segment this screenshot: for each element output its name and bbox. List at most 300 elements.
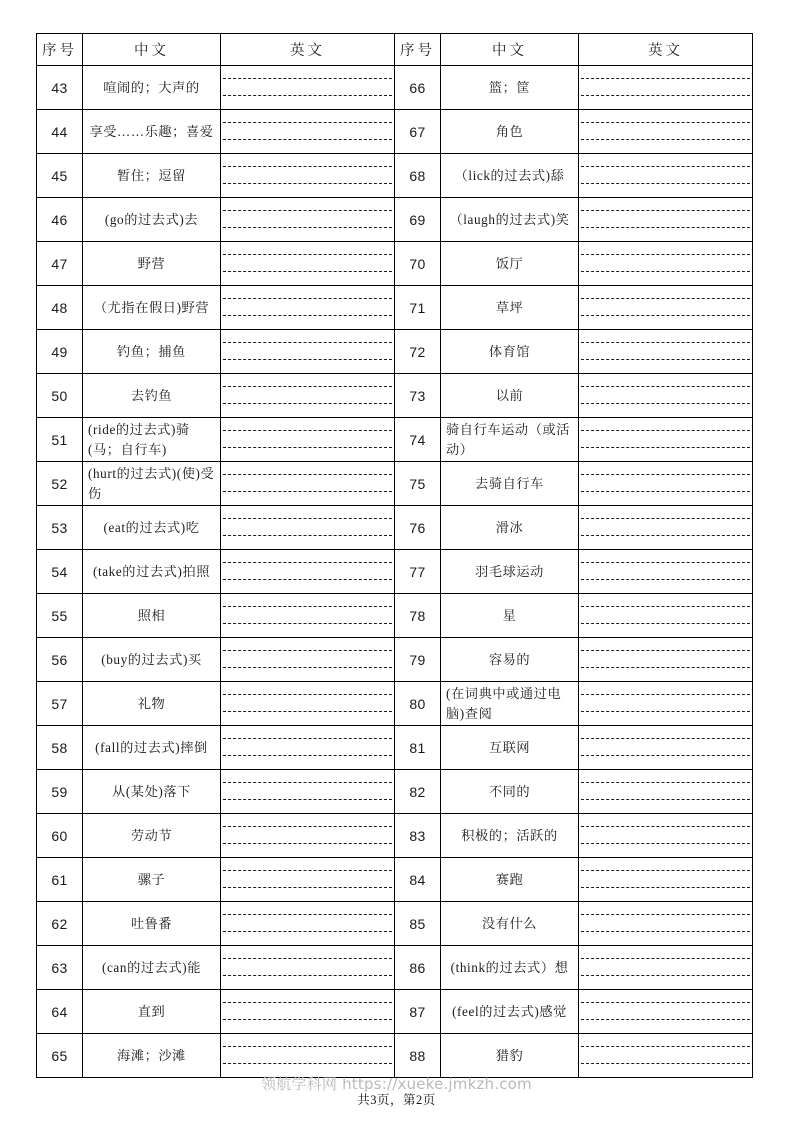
writing-guide-lines [223, 990, 392, 1033]
guide-line-lower [223, 931, 392, 932]
row-number-right: 72 [395, 330, 441, 374]
english-answer-blank-right[interactable] [579, 462, 753, 506]
chinese-meaning-left: 从(某处)落下 [83, 770, 221, 814]
table-row [37, 506, 753, 550]
english-answer-blank-right[interactable] [579, 858, 753, 902]
writing-guide-lines [581, 638, 750, 681]
english-answer-blank-left[interactable] [221, 990, 395, 1034]
row-number-right: 76 [395, 506, 441, 550]
header-en-left: 英文 [221, 34, 395, 66]
guide-line-lower [581, 623, 750, 624]
english-answer-blank-left[interactable] [221, 902, 395, 946]
table-row [37, 946, 753, 990]
row-number-left: 51 [37, 418, 83, 462]
row-number-right: 84 [395, 858, 441, 902]
guide-line-upper [581, 914, 750, 915]
row-number-left: 47 [37, 242, 83, 286]
row-number-left: 55 [37, 594, 83, 638]
table-row [37, 330, 753, 374]
header-num-left: 序号 [37, 34, 83, 66]
english-answer-blank-left[interactable] [221, 462, 395, 506]
row-number-right: 66 [395, 66, 441, 110]
guide-line-lower [223, 271, 392, 272]
row-number-right: 85 [395, 902, 441, 946]
guide-line-upper [581, 342, 750, 343]
guide-line-lower [581, 843, 750, 844]
writing-guide-lines [581, 550, 750, 593]
writing-guide-lines [223, 638, 392, 681]
english-answer-blank-left[interactable] [221, 286, 395, 330]
table-row [37, 814, 753, 858]
guide-line-upper [223, 826, 392, 827]
chinese-meaning-right: （lick的过去式)舔 [441, 154, 579, 198]
guide-line-lower [223, 623, 392, 624]
row-number-left: 54 [37, 550, 83, 594]
row-number-left: 58 [37, 726, 83, 770]
row-number-left: 63 [37, 946, 83, 990]
table-row [37, 154, 753, 198]
english-answer-blank-left[interactable] [221, 506, 395, 550]
guide-line-upper [223, 430, 392, 431]
chinese-meaning-left: (can的过去式)能 [83, 946, 221, 990]
guide-line-lower [223, 315, 392, 316]
guide-line-upper [581, 650, 750, 651]
chinese-meaning-left: （尤指在假日)野营 [83, 286, 221, 330]
english-answer-blank-left[interactable] [221, 154, 395, 198]
row-number-left: 65 [37, 1034, 83, 1078]
writing-guide-lines [223, 286, 392, 329]
row-number-left: 60 [37, 814, 83, 858]
row-number-left: 62 [37, 902, 83, 946]
guide-line-lower [223, 183, 392, 184]
chinese-meaning-right: 羽毛球运动 [441, 550, 579, 594]
guide-line-lower [223, 403, 392, 404]
chinese-meaning-left: 劳动节 [83, 814, 221, 858]
row-number-right: 71 [395, 286, 441, 330]
chinese-meaning-left: 暂住；逗留 [83, 154, 221, 198]
english-answer-blank-right[interactable] [579, 330, 753, 374]
guide-line-upper [223, 166, 392, 167]
chinese-meaning-right: 体育馆 [441, 330, 579, 374]
guide-line-lower [223, 139, 392, 140]
guide-line-upper [223, 78, 392, 79]
table-row [37, 638, 753, 682]
writing-guide-lines [581, 946, 750, 989]
row-number-right: 73 [395, 374, 441, 418]
row-number-right: 88 [395, 1034, 441, 1078]
guide-line-upper [223, 562, 392, 563]
row-number-right: 74 [395, 418, 441, 462]
site-watermark: 领航学科网 https://xueke.jmkzh.com [261, 1075, 532, 1093]
english-answer-blank-left[interactable] [221, 814, 395, 858]
guide-line-lower [223, 887, 392, 888]
writing-guide-lines [581, 154, 750, 197]
chinese-meaning-right: 猎豹 [441, 1034, 579, 1078]
chinese-meaning-left: (eat的过去式)吃 [83, 506, 221, 550]
guide-line-lower [223, 535, 392, 536]
writing-guide-lines [223, 418, 392, 461]
writing-guide-lines [581, 418, 750, 461]
table-row [37, 110, 753, 154]
row-number-right: 81 [395, 726, 441, 770]
english-answer-blank-right[interactable] [579, 154, 753, 198]
guide-line-lower [223, 95, 392, 96]
guide-line-upper [581, 78, 750, 79]
header-en-right: 英文 [579, 34, 753, 66]
english-answer-blank-right[interactable] [579, 286, 753, 330]
vocabulary-table [36, 33, 753, 1078]
guide-line-lower [223, 755, 392, 756]
chinese-meaning-left: 野营 [83, 242, 221, 286]
english-answer-blank-left[interactable] [221, 198, 395, 242]
english-answer-blank-right[interactable] [579, 770, 753, 814]
english-answer-blank-right[interactable] [579, 990, 753, 1034]
english-answer-blank-right[interactable] [579, 110, 753, 154]
row-number-left: 64 [37, 990, 83, 1034]
english-answer-blank-right[interactable] [579, 902, 753, 946]
guide-line-lower [223, 227, 392, 228]
chinese-meaning-left: 礼物 [83, 682, 221, 726]
english-answer-blank-right[interactable] [579, 1034, 753, 1078]
english-answer-blank-left[interactable] [221, 374, 395, 418]
row-number-left: 43 [37, 66, 83, 110]
guide-line-lower [581, 887, 750, 888]
row-number-left: 56 [37, 638, 83, 682]
english-answer-blank-right[interactable] [579, 550, 753, 594]
english-answer-blank-right[interactable] [579, 814, 753, 858]
guide-line-upper [223, 606, 392, 607]
guide-line-lower [581, 491, 750, 492]
english-answer-blank-left[interactable] [221, 242, 395, 286]
writing-guide-lines [223, 242, 392, 285]
writing-guide-lines [223, 66, 392, 109]
english-answer-blank-left[interactable] [221, 330, 395, 374]
writing-guide-lines [581, 726, 750, 769]
guide-line-lower [581, 931, 750, 932]
guide-line-lower [581, 447, 750, 448]
row-number-right: 82 [395, 770, 441, 814]
writing-guide-lines [223, 154, 392, 197]
guide-line-upper [223, 1002, 392, 1003]
row-number-right: 79 [395, 638, 441, 682]
guide-line-lower [223, 667, 392, 668]
chinese-meaning-right: 以前 [441, 374, 579, 418]
guide-line-lower [223, 711, 392, 712]
row-number-right: 77 [395, 550, 441, 594]
guide-line-lower [581, 755, 750, 756]
guide-line-upper [223, 694, 392, 695]
english-answer-blank-right[interactable] [579, 726, 753, 770]
writing-guide-lines [581, 990, 750, 1033]
writing-guide-lines [223, 110, 392, 153]
chinese-meaning-right: 容易的 [441, 638, 579, 682]
writing-guide-lines [581, 374, 750, 417]
english-answer-blank-left[interactable] [221, 726, 395, 770]
page-number-footer: 共3页，第2页 [357, 1093, 436, 1107]
writing-guide-lines [581, 594, 750, 637]
chinese-meaning-left: 喧闹的；大声的 [83, 66, 221, 110]
table-row [37, 902, 753, 946]
writing-guide-lines [223, 814, 392, 857]
writing-guide-lines [581, 330, 750, 373]
table-row [37, 990, 753, 1034]
table-body [37, 66, 753, 1078]
chinese-meaning-right: 去骑自行车 [441, 462, 579, 506]
row-number-left: 49 [37, 330, 83, 374]
guide-line-upper [581, 430, 750, 431]
row-number-right: 67 [395, 110, 441, 154]
guide-line-upper [581, 386, 750, 387]
guide-line-upper [223, 650, 392, 651]
table-header [37, 34, 753, 66]
english-answer-blank-right[interactable] [579, 682, 753, 726]
guide-line-upper [581, 870, 750, 871]
english-answer-blank-left[interactable] [221, 858, 395, 902]
english-answer-blank-left[interactable] [221, 946, 395, 990]
table-row [37, 726, 753, 770]
chinese-meaning-right: 积极的；活跃的 [441, 814, 579, 858]
row-number-right: 87 [395, 990, 441, 1034]
guide-line-lower [581, 183, 750, 184]
guide-line-upper [223, 254, 392, 255]
english-answer-blank-left[interactable] [221, 110, 395, 154]
english-answer-blank-right[interactable] [579, 946, 753, 990]
writing-guide-lines [581, 506, 750, 549]
guide-line-upper [223, 958, 392, 959]
guide-line-lower [223, 843, 392, 844]
guide-line-upper [223, 298, 392, 299]
table-row [37, 1034, 753, 1078]
chinese-meaning-left: (go的过去式)去 [83, 198, 221, 242]
guide-line-upper [581, 122, 750, 123]
table-row [37, 594, 753, 638]
chinese-meaning-right: 赛跑 [441, 858, 579, 902]
row-number-right: 86 [395, 946, 441, 990]
chinese-meaning-right: (think的过去式）想 [441, 946, 579, 990]
english-answer-blank-left[interactable] [221, 638, 395, 682]
writing-guide-lines [223, 594, 392, 637]
guide-line-upper [581, 606, 750, 607]
guide-line-lower [581, 535, 750, 536]
chinese-meaning-right: 篮；筐 [441, 66, 579, 110]
english-answer-blank-right[interactable] [579, 594, 753, 638]
writing-guide-lines [581, 814, 750, 857]
writing-guide-lines [223, 330, 392, 373]
writing-guide-lines [581, 1034, 750, 1077]
guide-line-lower [581, 799, 750, 800]
table-row [37, 286, 753, 330]
english-answer-blank-left[interactable] [221, 418, 395, 462]
guide-line-upper [223, 122, 392, 123]
table-row [37, 682, 753, 726]
guide-line-upper [581, 694, 750, 695]
writing-guide-lines [581, 198, 750, 241]
english-answer-blank-left[interactable] [221, 770, 395, 814]
chinese-meaning-right: （laugh的过去式)笑 [441, 198, 579, 242]
table-row [37, 66, 753, 110]
row-number-left: 44 [37, 110, 83, 154]
guide-line-upper [581, 298, 750, 299]
guide-line-upper [581, 210, 750, 211]
writing-guide-lines [223, 462, 392, 505]
guide-line-lower [581, 95, 750, 96]
guide-line-upper [223, 386, 392, 387]
english-answer-blank-left[interactable] [221, 66, 395, 110]
chinese-meaning-left: 吐鲁番 [83, 902, 221, 946]
row-number-left: 46 [37, 198, 83, 242]
table-row [37, 550, 753, 594]
table-row [37, 462, 753, 506]
writing-guide-lines [223, 506, 392, 549]
writing-guide-lines [223, 858, 392, 901]
guide-line-upper [223, 870, 392, 871]
english-answer-blank-left[interactable] [221, 550, 395, 594]
guide-line-lower [581, 359, 750, 360]
chinese-meaning-right: 滑冰 [441, 506, 579, 550]
guide-line-lower [581, 579, 750, 580]
chinese-meaning-right: 不同的 [441, 770, 579, 814]
writing-guide-lines [581, 858, 750, 901]
writing-guide-lines [223, 198, 392, 241]
english-answer-blank-right[interactable] [579, 506, 753, 550]
guide-line-lower [581, 227, 750, 228]
chinese-meaning-left: 去钓鱼 [83, 374, 221, 418]
guide-line-lower [223, 447, 392, 448]
guide-line-upper [223, 914, 392, 915]
chinese-meaning-left: (buy的过去式)买 [83, 638, 221, 682]
table-row [37, 770, 753, 814]
english-answer-blank-left[interactable] [221, 594, 395, 638]
row-number-left: 48 [37, 286, 83, 330]
row-number-right: 78 [395, 594, 441, 638]
english-answer-blank-right[interactable] [579, 638, 753, 682]
guide-line-upper [223, 518, 392, 519]
writing-guide-lines [223, 1034, 392, 1077]
chinese-meaning-left: 钓鱼；捕鱼 [83, 330, 221, 374]
chinese-meaning-right: (在词典中或通过电脑)查阅 [441, 682, 579, 726]
writing-guide-lines [223, 374, 392, 417]
guide-line-upper [223, 474, 392, 475]
chinese-meaning-left: (hurt的过去式)(使)受伤 [83, 462, 221, 506]
english-answer-blank-left[interactable] [221, 682, 395, 726]
chinese-meaning-right: 角色 [441, 110, 579, 154]
row-number-left: 50 [37, 374, 83, 418]
header-cn-right: 中文 [441, 34, 579, 66]
guide-line-upper [223, 210, 392, 211]
english-answer-blank-right[interactable] [579, 242, 753, 286]
row-number-left: 57 [37, 682, 83, 726]
guide-line-lower [581, 403, 750, 404]
table-row [37, 418, 753, 462]
writing-guide-lines [223, 770, 392, 813]
guide-line-upper [581, 1002, 750, 1003]
chinese-meaning-left: 骡子 [83, 858, 221, 902]
guide-line-lower [581, 1019, 750, 1020]
guide-line-lower [223, 975, 392, 976]
writing-guide-lines [223, 726, 392, 769]
guide-line-upper [223, 342, 392, 343]
row-number-right: 75 [395, 462, 441, 506]
guide-line-lower [581, 271, 750, 272]
guide-line-lower [581, 975, 750, 976]
english-answer-blank-right[interactable] [579, 374, 753, 418]
guide-line-upper [581, 738, 750, 739]
row-number-right: 70 [395, 242, 441, 286]
row-number-right: 69 [395, 198, 441, 242]
row-number-left: 61 [37, 858, 83, 902]
writing-guide-lines [223, 902, 392, 945]
guide-line-lower [581, 1063, 750, 1064]
english-answer-blank-left[interactable] [221, 1034, 395, 1078]
guide-line-upper [581, 562, 750, 563]
writing-guide-lines [223, 946, 392, 989]
guide-line-upper [581, 166, 750, 167]
header-num-right: 序号 [395, 34, 441, 66]
chinese-meaning-right: (feel的过去式)感觉 [441, 990, 579, 1034]
chinese-meaning-right: 骑自行车运动（或活动） [441, 418, 579, 462]
chinese-meaning-left: 照相 [83, 594, 221, 638]
chinese-meaning-left: (ride的过去式)骑(马；自行车) [83, 418, 221, 462]
guide-line-lower [223, 359, 392, 360]
table-row [37, 242, 753, 286]
guide-line-lower [581, 667, 750, 668]
chinese-meaning-right: 饭厅 [441, 242, 579, 286]
guide-line-upper [581, 254, 750, 255]
writing-guide-lines [581, 462, 750, 505]
guide-line-upper [581, 518, 750, 519]
vocabulary-table-wrapper [36, 33, 753, 1078]
writing-guide-lines [581, 242, 750, 285]
guide-line-upper [581, 958, 750, 959]
guide-line-lower [581, 711, 750, 712]
writing-guide-lines [581, 770, 750, 813]
guide-line-lower [581, 315, 750, 316]
row-number-left: 45 [37, 154, 83, 198]
guide-line-lower [223, 1019, 392, 1020]
chinese-meaning-left: (fall的过去式)摔倒 [83, 726, 221, 770]
guide-line-lower [223, 1063, 392, 1064]
guide-line-lower [223, 491, 392, 492]
guide-line-upper [223, 738, 392, 739]
guide-line-lower [581, 139, 750, 140]
writing-guide-lines [581, 66, 750, 109]
english-answer-blank-right[interactable] [579, 418, 753, 462]
guide-line-upper [581, 782, 750, 783]
chinese-meaning-left: 享受……乐趣；喜爱 [83, 110, 221, 154]
guide-line-upper [581, 474, 750, 475]
english-answer-blank-right[interactable] [579, 198, 753, 242]
table-row [37, 858, 753, 902]
header-row [37, 34, 753, 66]
writing-guide-lines [581, 110, 750, 153]
row-number-right: 68 [395, 154, 441, 198]
guide-line-upper [581, 1046, 750, 1047]
row-number-right: 83 [395, 814, 441, 858]
chinese-meaning-left: (take的过去式)拍照 [83, 550, 221, 594]
row-number-right: 80 [395, 682, 441, 726]
table-row [37, 198, 753, 242]
english-answer-blank-right[interactable] [579, 66, 753, 110]
writing-guide-lines [223, 682, 392, 725]
header-cn-left: 中文 [83, 34, 221, 66]
guide-line-lower [223, 579, 392, 580]
writing-guide-lines [581, 286, 750, 329]
row-number-left: 59 [37, 770, 83, 814]
chinese-meaning-right: 星 [441, 594, 579, 638]
guide-line-upper [581, 826, 750, 827]
row-number-left: 52 [37, 462, 83, 506]
row-number-left: 53 [37, 506, 83, 550]
